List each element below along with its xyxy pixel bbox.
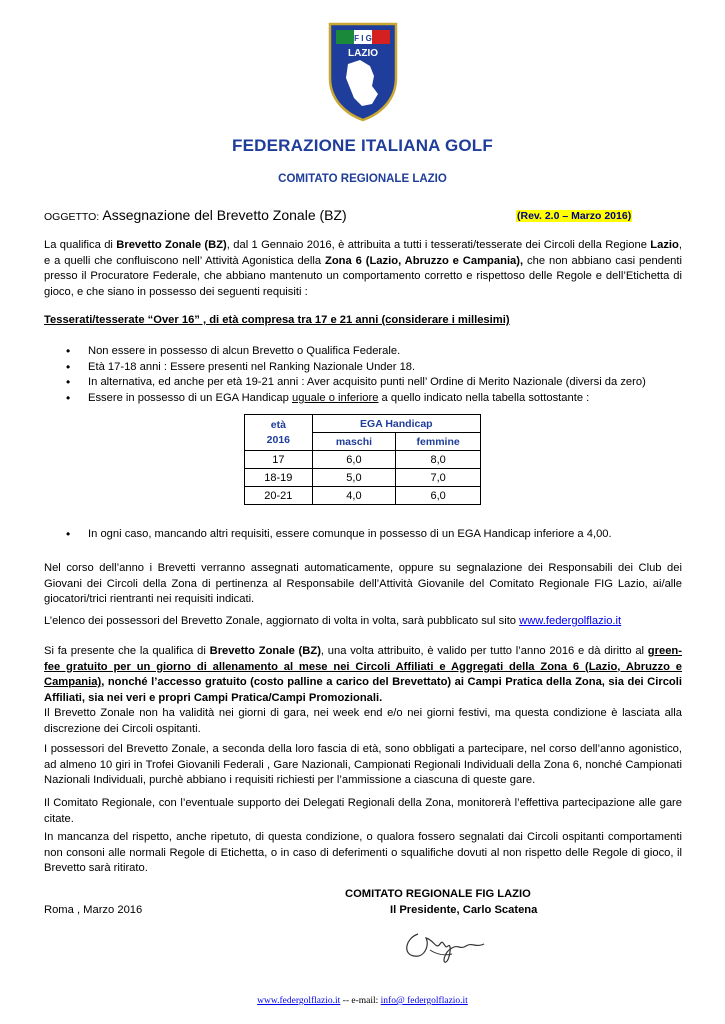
table-row: 18-19 5,0 7,0 xyxy=(245,469,481,487)
intro-paragraph: La qualifica di Brevetto Zonale (BZ), dal 1 Gennaio 2016, è attribuita a tutti i tesserati/tesserate dei Circoli della Regione Lazio, e a quelli che confluiscono nell’ Attività Agonistica della Zona 6 (Lazio, Abruzzo e Campania), che non abbiano casi pendenti presso il Procuratore Federale, che abbiano mantenuto un comportamento corretto e rispettoso delle Regole e dell’Etichetta di gioco, e che siano in possesso dei seguenti requisiti : xyxy=(44,239,682,298)
footer: www.federgolflazio.it -- e-mail: info@ federgolflazio.it xyxy=(257,996,468,1006)
footer-site-link[interactable]: www.federgolflazio.it xyxy=(257,996,341,1006)
svg-text:F I G: F I G xyxy=(354,34,372,43)
ega-handicap-table xyxy=(244,414,481,505)
list-item: • Età 17-18 anni : Essere presenti nel Ranking Nazionale Under 18. xyxy=(66,360,686,376)
paragraph-withdraw: In mancanza del rispetto, anche ripetuto, di questa condizione, o qualora fossero segnalati dai Circoli ospitanti comportamenti non consoni alle normali Regole di Etichetta, o in caso di deferimenti o squalifiche dovuti al non rispetto delle Regole di gioco, il Brevetto sarà ritirato. xyxy=(44,831,682,875)
svg-text:LAZIO: LAZIO xyxy=(348,48,378,59)
table-header-ega: EGA Handicap xyxy=(312,415,480,433)
paragraph-monitor: Il Comitato Regionale, con l’eventuale supporto dei Delegati Regionali della Zona, monitorerà l’effettiva partecipazione alle gare citate. xyxy=(44,797,682,825)
paragraph-assignment: Nel corso dell’anno i Brevetti verranno assegnati automaticamente, oppure su segnalazione dei Responsabili dei Club dei Giovani dei Circoli della Zona di pertinenza al Responsabile dell’Attività Giovanile del Comitato Regionale FIG Lazio, ai/alle giocatori/trici rientranti nei requisiti indicati. xyxy=(44,562,682,606)
table-header-male: maschi xyxy=(312,433,396,451)
page-title: FEDERAZIONE ITALIANA GOLF xyxy=(232,136,493,155)
table-header-female: femmine xyxy=(396,433,481,451)
table-header-age: età 2016 xyxy=(245,415,313,451)
paragraph-days: Il Brevetto Zonale non ha validità nei giorni di gara, nei week end e/o nei giorni festivi, ma questa condizione è lasciata alla discrezione dei Circoli ospitanti. xyxy=(44,707,682,735)
footer-email-link[interactable]: info@ federgolflazio.it xyxy=(380,996,468,1006)
signer-name: Il Presidente, Carlo Scatena xyxy=(390,904,538,916)
paragraph-obligation: I possessori del Brevetto Zonale, a seconda della loro fascia di età, sono obbligati a partecipare, nel corso dell’anno agonistico, ad almeno 10 giri in Trofei Giovanili Federali , Gare Nazionali, Campionati Regionali Individuali della Zona 6, nonché Campionati Nazionali Individuali, purchè abbiano i requisiti richiesti per l’ammissione a ciascuna di queste gare. xyxy=(44,743,682,787)
list-item: • Essere in possesso di un EGA Handicap uguale o inferiore a quello indicato nella tabella sottostante : xyxy=(66,391,686,407)
subject-label: OGGETTO: xyxy=(44,211,100,223)
paragraph-validity: Si fa presente che la qualifica di Brevetto Zonale (BZ), una volta attribuito, è valido per tutto l’anno 2016 e dà diritto al green-fee gratuito per un giorno di allenamento al mese nei Circoli Affiliati e Aggregati della Zona 6 (Lazio, Abruzzo e Campania), nonché l’accesso gratuito (costo palline a carico del Brevettato) ai Campi Pratica della Zona, sia dei Circoli Affiliati, sia nei veri e propri Campi Pratica/Campi Promozionali. xyxy=(44,645,682,704)
place-date: Roma , Marzo 2016 xyxy=(44,904,143,916)
table-row: 20-21 4,0 6,0 xyxy=(245,487,481,505)
subject-line xyxy=(44,207,347,223)
paragraph-list-site: L’elenco dei possessori del Brevetto Zonale, aggiornato di volta in volta, sarà pubblicato sul sito www.federgolflazio.it xyxy=(44,615,622,627)
requirements-list xyxy=(66,344,686,406)
section-heading: Tesserati/tesserate “Over 16” , di età compresa tra 17 e 21 anni (considerare i millesimi) xyxy=(44,314,510,326)
handwritten-signature xyxy=(400,920,490,968)
list-item: • In ogni caso, mancando altri requisiti, essere comunque in possesso di un EGA Handicap inferiore a 4,00. xyxy=(66,527,686,543)
subject-text: Assegnazione del Brevetto Zonale (BZ) xyxy=(102,207,347,223)
list-item: • In alternativa, ed anche per età 19-21 anni : Aver acquisito punti nell’ Ordine di Merito Nazionale (diversi da zero) xyxy=(66,375,686,391)
fig-lazio-logo xyxy=(326,20,400,122)
table-row: 17 6,0 8,0 xyxy=(245,451,481,469)
page-subtitle: COMITATO REGIONALE LAZIO xyxy=(278,173,447,185)
list-item: • Non essere in possesso di alcun Brevetto o Qualifica Federale. xyxy=(66,344,686,360)
signature-org: COMITATO REGIONALE FIG LAZIO xyxy=(345,888,531,900)
site-link[interactable]: www.federgolflazio.it xyxy=(519,615,622,627)
revision-badge: (Rev. 2.0 – Marzo 2016) xyxy=(517,210,632,222)
requirements-list-extra xyxy=(66,527,686,543)
